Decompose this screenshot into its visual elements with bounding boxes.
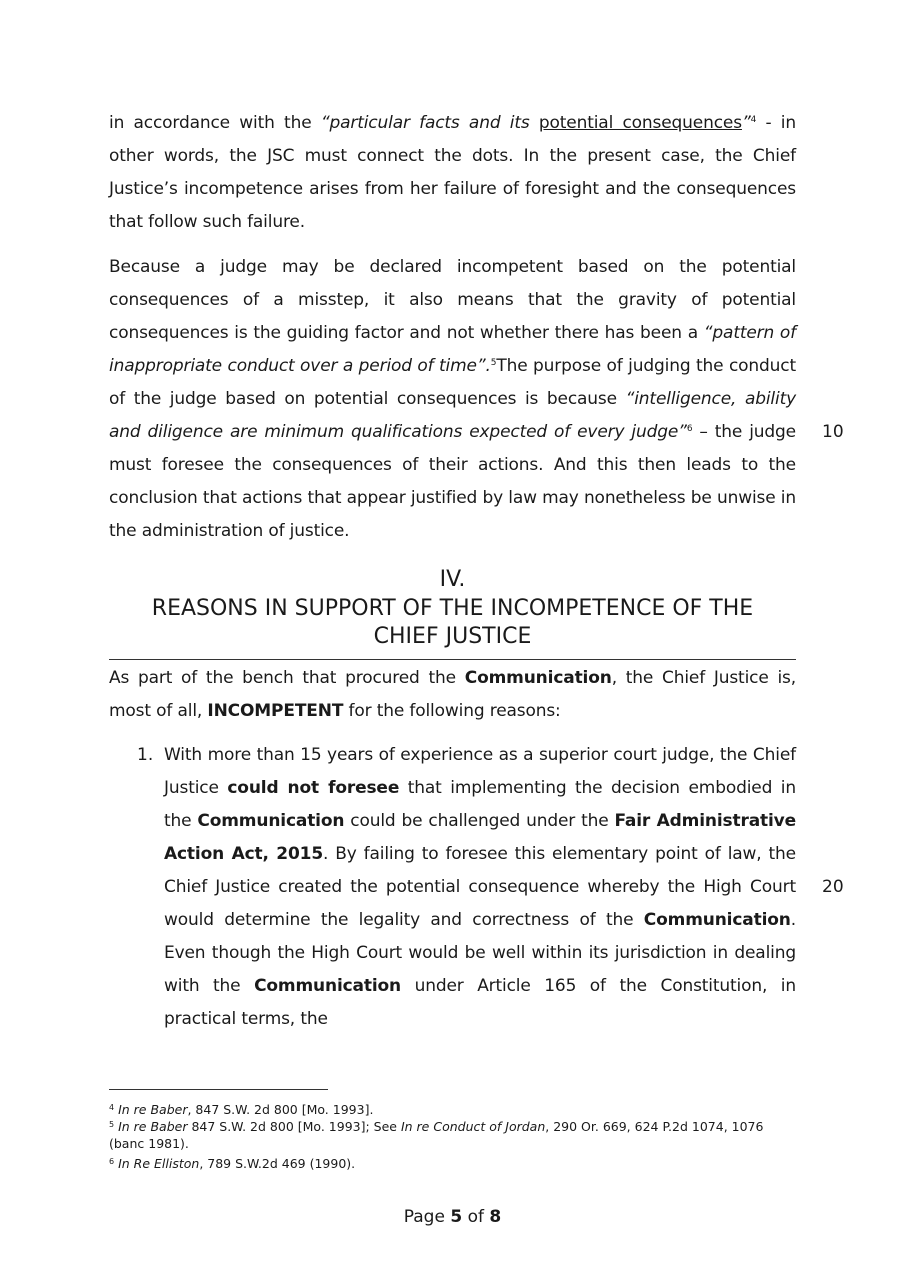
text-span: , the Chief Justice is, most of all, <box>109 668 796 721</box>
citation-text: , 290 Or. 669, 624 P.2d 1074, 1076 (banc 1981). <box>109 1119 764 1151</box>
list-marker: 1. <box>137 745 154 765</box>
case-name: In re Conduct of Jordan <box>400 1119 546 1134</box>
text-span: in accordance with the <box>109 113 321 133</box>
heading-divider <box>109 659 796 660</box>
current-page-number: 5 <box>450 1207 463 1227</box>
italic-quote: “pattern of inappropriate conduct over a period of time”. <box>109 323 796 376</box>
page-label: Page <box>403 1207 451 1227</box>
bold-term: Communication <box>254 976 402 996</box>
bold-term: INCOMPETENT <box>207 701 344 721</box>
footnote-6 <box>109 1155 799 1172</box>
footnote-ref-5[interactable]: 5 <box>490 358 497 368</box>
paragraph-2 <box>109 251 796 548</box>
citation-text: 847 S.W. 2d 800 [Mo. 1993]; See <box>187 1119 401 1134</box>
footnote-ref-4[interactable]: 4 <box>750 115 757 125</box>
footnote-number: 4 <box>109 1103 115 1112</box>
footnote-number: 5 <box>109 1120 115 1129</box>
bold-term: could not foresee <box>227 778 400 798</box>
footnote-ref-6[interactable]: 6 <box>686 424 693 434</box>
text-span: . By failing to foresee this elementary point of law, the Chief Justice created the potential consequence whereby the High Court would determine the legality and correctness of the <box>164 844 796 930</box>
text-span: that implementing the decision embodied in the <box>164 778 797 831</box>
numbered-list-item <box>109 739 796 1036</box>
text-span: - in other words, the JSC must connect the dots. In the present case, the Chief Justice’s incompetence arises from her failure of foresight and the consequences that follow such failure. <box>109 113 796 232</box>
text-span: The purpose of judging the conduct of the judge based on potential consequences is because <box>109 356 796 409</box>
page-label: of <box>462 1207 490 1227</box>
text-span: With more than 15 years of experience as a superior court judge, the Chief Justice <box>164 745 796 798</box>
case-name: In Re Elliston <box>118 1156 200 1171</box>
italic-quote: “intelligence, ability and diligence are minimum qualifications expected of every judge” <box>109 389 796 442</box>
italic-quote-close: ” <box>741 113 751 133</box>
footnote-separator <box>109 1089 328 1090</box>
intro-paragraph <box>109 662 796 728</box>
citation-text: , 789 S.W.2d 469 (1990). <box>199 1156 356 1171</box>
line-number-10: 10 <box>822 422 844 442</box>
text-span: could be challenged under the <box>344 811 615 831</box>
paragraph-1 <box>109 107 796 239</box>
text-span: – the judge must foresee the consequences of their actions. And this then leads to the conclusion that actions that appear justified by law may nonetheless be unwise in the administration of justice. <box>109 422 796 541</box>
total-pages-number: 8 <box>489 1207 502 1227</box>
footnote-number: 6 <box>109 1157 115 1166</box>
section-title-line-1: REASONS IN SUPPORT OF THE INCOMPETENCE OF THE <box>151 596 754 621</box>
text-span: under Article 165 of the Constitution, in practical terms, the <box>164 976 796 1029</box>
footnote-4 <box>109 1101 799 1118</box>
bold-term: Fair Administrative Action Act, 2015 <box>164 811 796 864</box>
case-name: In re Baber <box>118 1102 188 1117</box>
section-heading <box>109 565 796 651</box>
text-span: . Even though the High Court would be well within its jurisdiction in dealing with the <box>164 910 796 996</box>
bold-term: Communication <box>197 811 345 831</box>
text-span: Because a judge may be declared incompetent based on the potential consequences of a misstep, it also means that the gravity of potential consequences is the guiding factor and not whether there has been a <box>109 257 796 343</box>
page-footer <box>0 1206 905 1228</box>
italic-quote: “particular facts and its <box>320 113 539 133</box>
section-title-line-2: CHIEF JUSTICE <box>373 624 532 649</box>
case-name: In re Baber <box>118 1119 188 1134</box>
bold-term: Communication <box>464 668 612 688</box>
line-number-20: 20 <box>822 877 844 897</box>
text-span: for the following reasons: <box>343 701 561 721</box>
section-number: IV. <box>439 567 466 592</box>
citation-text: , 847 S.W. 2d 800 [Mo. 1993]. <box>187 1102 374 1117</box>
bold-term: Communication <box>643 910 791 930</box>
underlined-text: potential consequences <box>538 113 742 133</box>
footnote-5 <box>109 1118 799 1152</box>
text-span: As part of the bench that procured the <box>109 668 465 688</box>
